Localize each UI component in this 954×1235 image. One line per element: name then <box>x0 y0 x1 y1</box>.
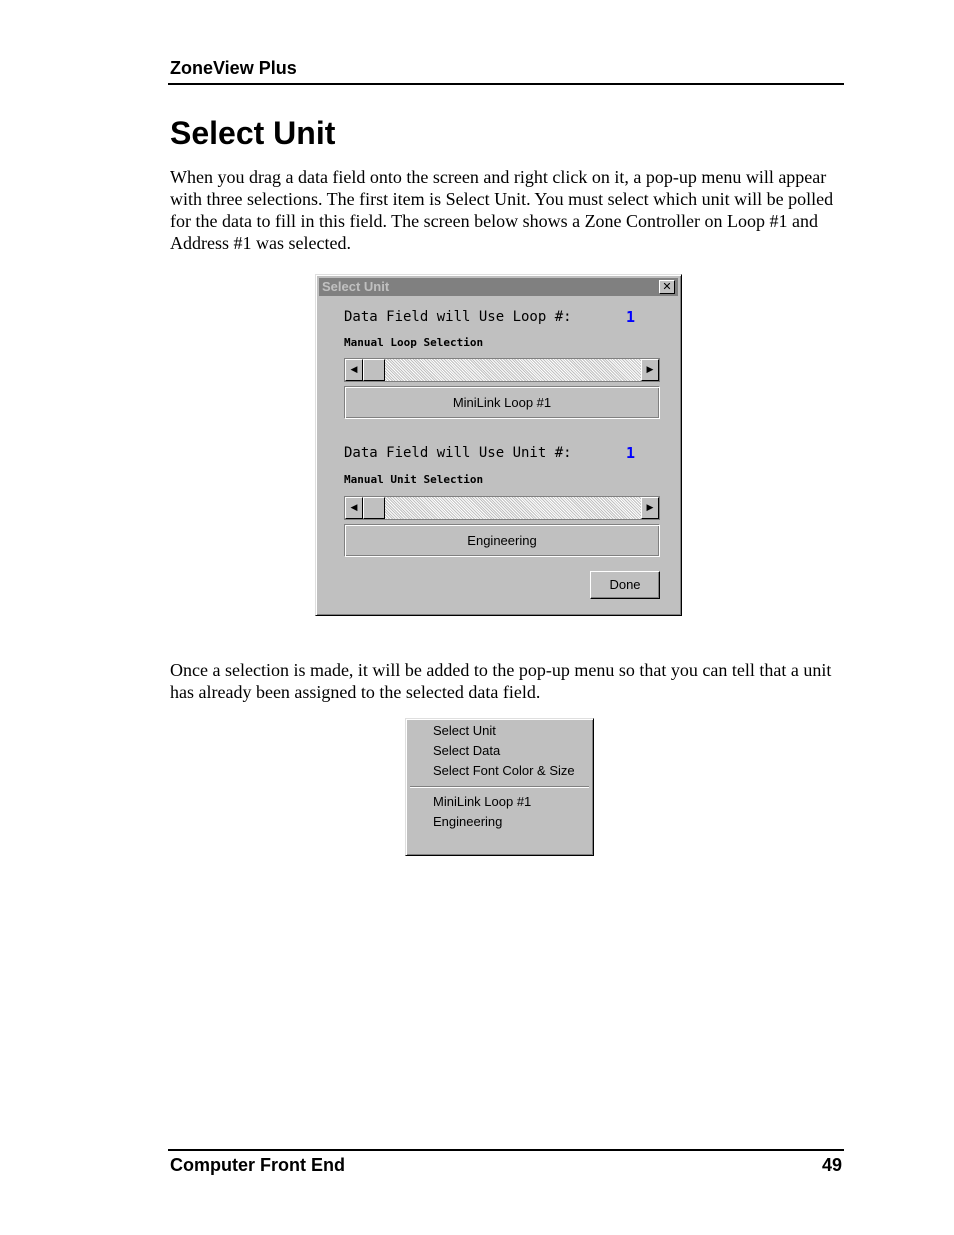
select-unit-dialog <box>315 274 682 616</box>
unit-scroll-thumb[interactable] <box>363 497 385 519</box>
menu-item-select-font[interactable]: Select Font Color & Size <box>433 763 575 778</box>
done-button[interactable]: Done <box>590 571 660 599</box>
intro-paragraph: When you drag a data field onto the screen and right click on it, a pop-up menu will appear with three selections. The first item is Select Unit. You must select which unit will be polled for the data to fill in this field. The screen below shows a Zone Controller on Loop #1 and Address #1 was selected. <box>170 167 834 253</box>
popup-menu <box>405 718 594 856</box>
loop-scroll-thumb[interactable] <box>363 359 385 381</box>
menu-item-select-data[interactable]: Select Data <box>433 743 501 758</box>
page-number: 49 <box>821 1155 842 1175</box>
menu-separator <box>410 786 589 788</box>
loop-scrollbar[interactable] <box>344 358 660 382</box>
page-title: Select Unit <box>170 115 336 151</box>
footer-rule <box>168 1149 844 1151</box>
after-paragraph: Once a selection is made, it will be added to the pop-up menu so that you can tell that a unit has already been assigned to the selected data field. <box>170 660 832 702</box>
menu-item-assigned-unit[interactable]: Engineering <box>433 814 503 829</box>
close-icon[interactable]: ✕ <box>659 280 675 294</box>
loop-manual-label: Manual Loop Selection <box>344 336 484 349</box>
menu-item-assigned-loop[interactable]: MiniLink Loop #1 <box>433 794 532 809</box>
header-rule <box>168 83 844 85</box>
dialog-title: Select Unit <box>322 279 390 294</box>
scroll-left-arrow-icon[interactable]: ◀ <box>345 359 363 381</box>
loop-value: 1 <box>626 308 636 326</box>
unit-manual-label: Manual Unit Selection <box>344 473 484 486</box>
scroll-left-arrow-icon[interactable]: ◀ <box>345 497 363 519</box>
unit-scrollbar[interactable] <box>344 496 660 520</box>
loop-label: Data Field will Use Loop #: <box>344 309 572 325</box>
scroll-right-arrow-icon[interactable]: ▶ <box>641 359 659 381</box>
dialog-titlebar[interactable] <box>319 278 678 296</box>
menu-item-select-unit[interactable]: Select Unit <box>433 723 496 738</box>
unit-label: Data Field will Use Unit #: <box>344 445 572 461</box>
footer-section-title: Computer Front End <box>170 1155 345 1175</box>
unit-value: 1 <box>626 444 636 462</box>
loop-name-display: MiniLink Loop #1 <box>344 386 660 419</box>
scroll-right-arrow-icon[interactable]: ▶ <box>641 497 659 519</box>
unit-name-display: Engineering <box>344 524 660 557</box>
running-header: ZoneView Plus <box>170 58 297 78</box>
